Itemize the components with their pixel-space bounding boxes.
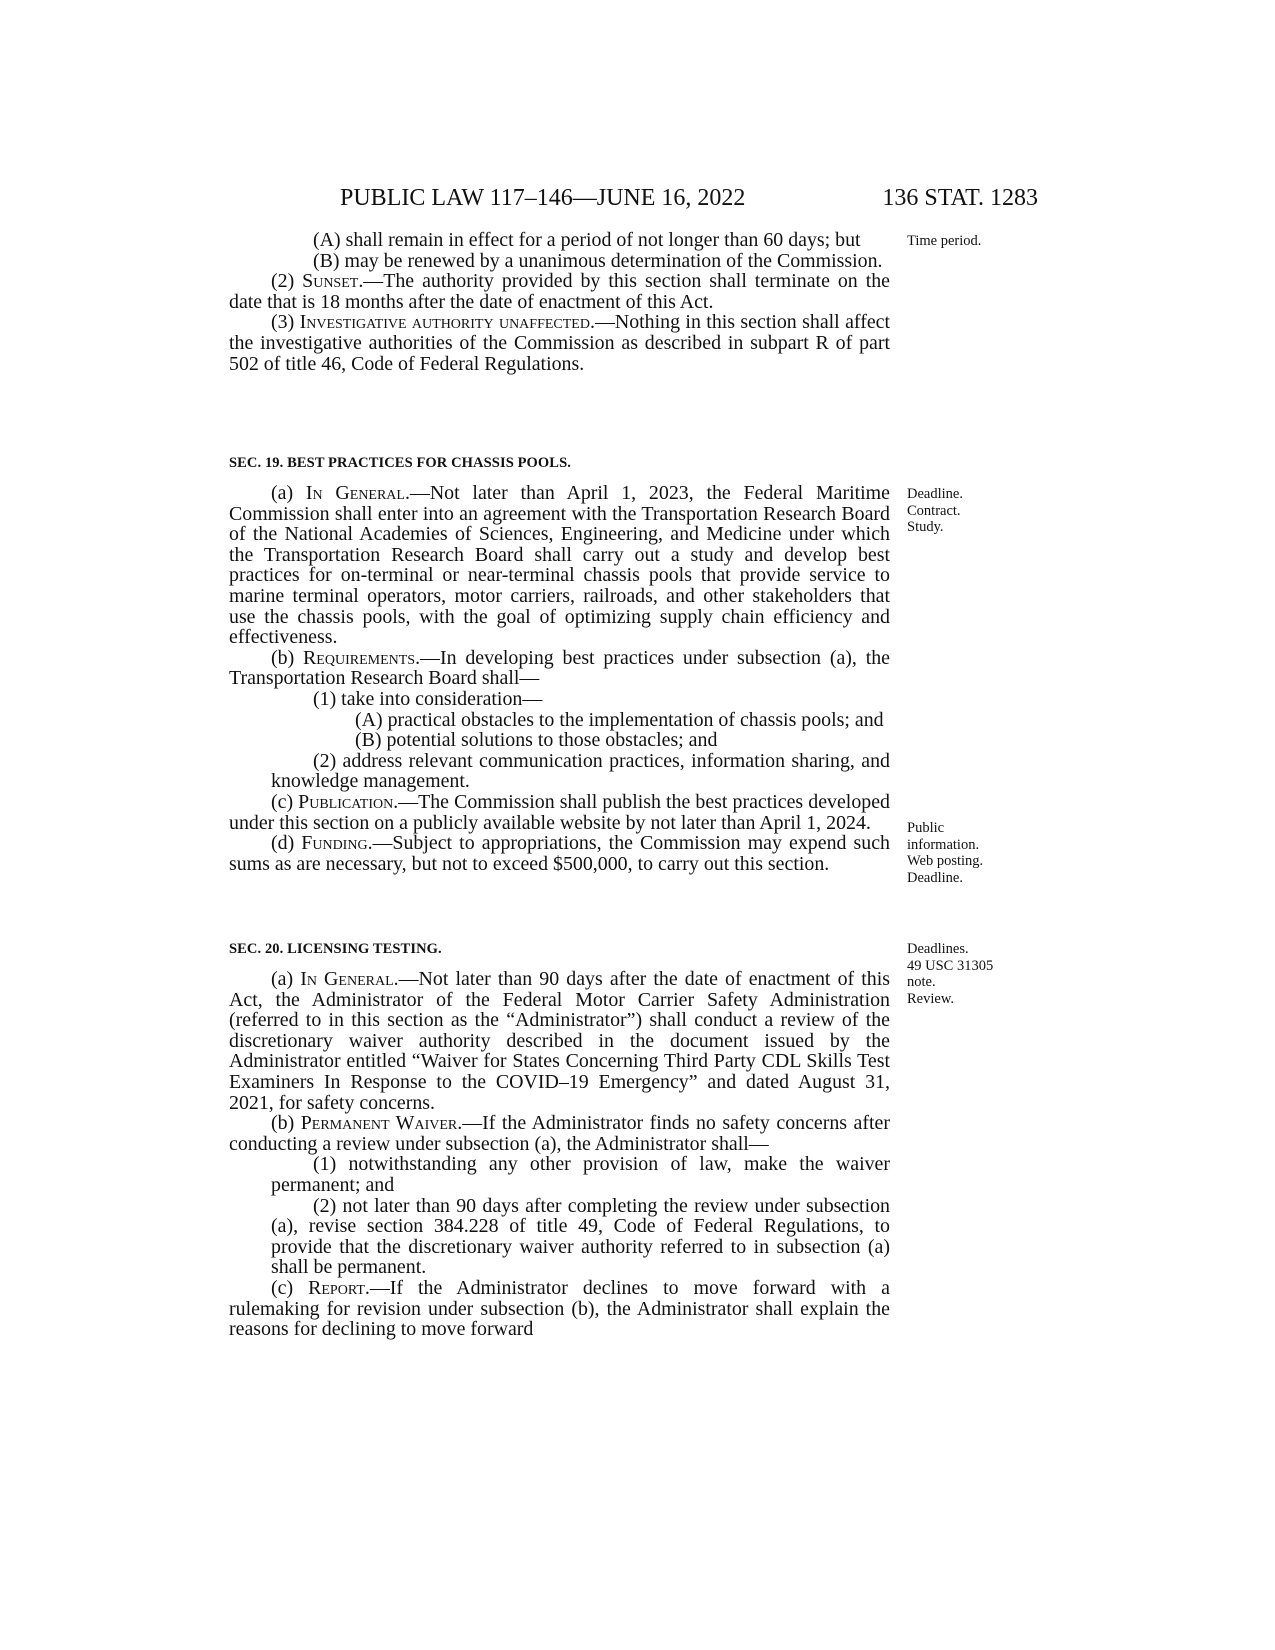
- section-19-body: [229, 483, 890, 874]
- paragraph-investigative-authority: (3) Investigative authority unaffected.—Nothing in this section shall affect the investigative authorities of the Commission as described in subpart R of part 502 of title 46, Code of Federal Regulations.: [229, 311, 890, 375]
- clause-a: (A) shall remain in effect for a period of not longer than 60 days; but: [313, 229, 861, 251]
- stat-page-number: 136 STAT. 1283: [882, 185, 1038, 211]
- sec19-b-1-clause-a: (A) practical obstacles to the implementation of chassis pools; and: [355, 708, 884, 731]
- sec20-subsection-a: (a) In General.—Not later than 90 days after the date of enactment of this Act, the Administrator of the Federal Motor Carrier Safety Administration (referred to in this section as the “Administrator”) shall conduct a review of the discretionary waiver authority described in the document issued by the Administrator entitled “Waiver for States Concerning Third Party CDL Skills Test Examiners In Response to the COVID–19 Emergency” and dated August 31, 2021, for safety concerns.: [229, 968, 890, 1114]
- sec20-b-paragraph-2: (2) not later than 90 days after completing the review under subsection (a), revise section 384.228 of title 49, Code of Federal Regulations, to provide that the discretionary waiver authority referred to in subsection (a) shall be permanent.: [271, 1194, 890, 1279]
- sec19-subsection-c: (c) Publication.—The Commission shall publish the best practices developed under this section on a publicly available website by not later than April 1, 2024.: [229, 790, 890, 834]
- sec20-subsection-c: (c) Report.—If the Administrator declines to move forward with a rulemaking for revision under subsection (b), the Administrator shall explain the reasons for declining to move forward: [229, 1276, 890, 1341]
- margin-note-deadlines-review: Deadlines. 49 USC 31305 note. Review.: [907, 941, 994, 1007]
- continued-provisions: [229, 230, 890, 374]
- section-20-body: [229, 969, 890, 1340]
- page-header: [340, 183, 1038, 213]
- sec20-subsection-b: (b) Permanent Waiver.—If the Administrator finds no safety concerns after conducting a review under subsection (a), the Administrator shall—: [229, 1112, 890, 1155]
- sec19-b-paragraph-2: (2) address relevant communication practices, information sharing, and knowledge management.: [271, 749, 890, 793]
- section-20: [229, 939, 890, 959]
- sec20-b-paragraph-1: (1) notwithstanding any other provision of law, make the waiver permanent; and: [271, 1153, 890, 1196]
- sec19-b-paragraph-1: (1) take into consideration—: [313, 687, 543, 710]
- sec19-subsection-b: (b) Requirements.—In developing best practices under subsection (a), the Transportation Research Board shall—: [229, 646, 890, 690]
- sec19-subsection-d: (d) Funding.—Subject to appropriations, the Commission may expend such sums as are necessary, but not to exceed $500,000, to carry out this section.: [229, 832, 890, 875]
- paragraph-sunset: (2) Sunset.—The authority provided by this section shall terminate on the date that is 18 months after the date of enactment of this Act.: [229, 270, 890, 313]
- clause-b: (B) may be renewed by a unanimous determination of the Commission.: [313, 249, 883, 272]
- section-19: [229, 453, 890, 473]
- section-20-heading: SEC. 20. LICENSING TESTING.: [229, 941, 442, 957]
- public-law-title: PUBLIC LAW 117–146—JUNE 16, 2022: [340, 185, 746, 211]
- margin-note-deadline-contract-study: Deadline. Contract. Study.: [907, 486, 963, 535]
- margin-note-public-information: Public information. Web posting. Deadline.: [907, 820, 984, 886]
- margin-note-time-period: Time period.: [907, 233, 982, 249]
- sec19-b-1-clause-b: (B) potential solutions to those obstacles; and: [355, 729, 718, 752]
- sec19-subsection-a: (a) In General.—Not later than April 1, 2023, the Federal Maritime Commission shall enter into an agreement with the Transportation Research Board of the National Academies of Sciences, Engineering, and Medicine under which the Transportation Research Board shall carry out a study and develop best practices for on-terminal or near-terminal chassis pools that provide service to marine terminal operators, motor carriers, railroads, and other stakeholders that use the chassis pools, with the goal of optimizing supply chain efficiency and effectiveness.: [229, 482, 890, 649]
- section-19-heading: SEC. 19. BEST PRACTICES FOR CHASSIS POOLS.: [229, 455, 571, 471]
